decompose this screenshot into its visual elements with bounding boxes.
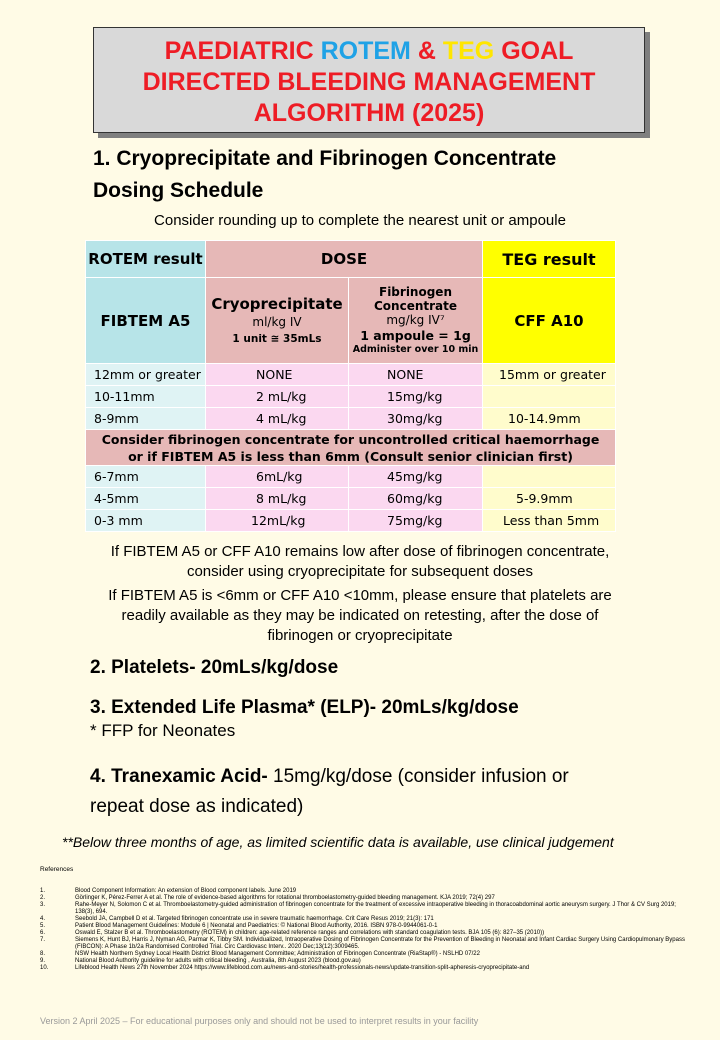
footer-disclaimer: Version 2 April 2025 – For educational purposes only and should not be used to interpret results in your facility — [40, 1016, 479, 1026]
row-cryo: 4 mL/kg — [206, 408, 349, 430]
row-cryo: 12mL/kg — [206, 510, 349, 532]
row-fib: 45mg/kg — [349, 466, 483, 488]
section1-heading-line1: 1. Cryoprecipitate and Fibrinogen Concentrate — [93, 147, 557, 170]
section4-tranexamic — [90, 762, 569, 822]
row-rotem: 12mm or greater — [86, 364, 206, 386]
row-cryo: NONE — [206, 364, 349, 386]
notice-cell — [86, 430, 616, 466]
section1-heading-line2: Dosing Schedule — [93, 179, 264, 202]
subheader-fibtem: FIBTEM A5 — [86, 278, 206, 364]
row-fib: 15mg/kg — [349, 386, 483, 408]
table-row — [86, 466, 616, 488]
row-cryo: 6mL/kg — [206, 466, 349, 488]
row-fib: 30mg/kg — [349, 408, 483, 430]
section4-dose: 15mg/kg/dose (consider infusion or — [267, 766, 569, 787]
notice-row — [86, 430, 616, 466]
dosing-table — [85, 240, 616, 532]
title-paediatric: PAEDIATRIC — [164, 37, 321, 65]
note-2-line-2: readily available as they may be indicated on retesting, after the dose of — [121, 607, 599, 624]
section3-plasma: 3. Extended Life Plasma* (ELP)- 20mLs/kg/dose — [90, 697, 519, 718]
title-line-3: ALGORITHM (2025) — [253, 99, 485, 127]
note-1-line-1: If FIBTEM A5 or CFF A10 remains low after dose of fibrinogen concentrate, — [110, 543, 610, 560]
table-header-row — [86, 241, 616, 278]
note-2 — [40, 586, 680, 646]
note-1-line-2: consider using cryoprecipitate for subsequent doses — [186, 563, 534, 580]
row-fib: 75mg/kg — [349, 510, 483, 532]
table-row — [86, 364, 616, 386]
section3-note: * FFP for Neonates — [90, 721, 236, 740]
header-dose: DOSE — [206, 241, 483, 278]
notice-line-2: or if FIBTEM A5 is less than 6mm (Consult senior clinician first) — [128, 448, 573, 464]
subheader-cff: CFF A10 — [483, 278, 616, 364]
age-note: **Below three months of age, as limited scientific data is available, use clinical judgement — [62, 834, 614, 850]
references-title: References — [40, 866, 74, 873]
row-rotem: 10-11mm — [86, 386, 206, 408]
row-rotem: 4-5mm — [86, 488, 206, 510]
title-box — [93, 27, 645, 133]
section4-heading: 4. Tranexamic Acid- — [90, 766, 268, 787]
row-teg: 15mm or greater — [483, 364, 616, 386]
table-row — [86, 488, 616, 510]
table-row — [86, 408, 616, 430]
title-rotem: ROTEM — [320, 37, 411, 65]
header-rotem: ROTEM result — [86, 241, 206, 278]
fib-title-2: Concentrate — [374, 299, 458, 313]
note-2-line-3: fibrinogen or cryoprecipitate — [267, 627, 453, 644]
note-2-line-1: If FIBTEM A5 is <6mm or CFF A10 <10mm, please ensure that platelets are — [108, 587, 612, 604]
header-teg: TEG result — [483, 241, 616, 278]
row-cryo: 8 mL/kg — [206, 488, 349, 510]
note-1 — [40, 542, 680, 582]
table-row — [86, 386, 616, 408]
title-line-2: DIRECTED BLEEDING MANAGEMENT — [142, 68, 596, 96]
cryo-unit: ml/kg IV — [252, 314, 302, 329]
row-rotem: 6-7mm — [86, 466, 206, 488]
row-fib: 60mg/kg — [349, 488, 483, 510]
title-teg: TEG — [442, 37, 495, 65]
fib-unit: mg/kg IV⁷ — [386, 313, 445, 327]
row-teg: 10-14.9mm — [483, 408, 616, 430]
subheader-fibrinogen — [349, 278, 483, 364]
cryo-note: 1 unit ≅ 35mLs — [232, 332, 322, 345]
row-cryo: 2 mL/kg — [206, 386, 349, 408]
row-rotem: 0-3 mm — [86, 510, 206, 532]
row-fib: NONE — [349, 364, 483, 386]
fib-ampoule: 1 ampoule = 1g — [360, 328, 471, 343]
notice-line-1: Consider fibrinogen concentrate for uncontrolled critical haemorrhage — [101, 431, 600, 447]
table-row — [86, 510, 616, 532]
row-teg: 5-9.9mm — [483, 488, 616, 510]
row-teg — [483, 386, 616, 408]
section4-line2: repeat dose as indicated) — [90, 796, 304, 817]
section2-platelets: 2. Platelets- 20mLs/kg/dose — [90, 657, 339, 678]
section1-subtitle: Consider rounding up to complete the nearest unit or ampoule — [154, 212, 566, 229]
subheader-cryo — [206, 278, 349, 364]
title-line-1 — [94, 36, 644, 67]
row-teg — [483, 466, 616, 488]
fib-admin: Administer over 10 min — [352, 344, 479, 355]
fib-title-1: Fibrinogen — [379, 285, 452, 299]
title-amp: & — [410, 37, 443, 65]
cryo-title: Cryoprecipitate — [211, 294, 343, 313]
row-teg: Less than 5mm — [483, 510, 616, 532]
table-subheader-row — [86, 278, 616, 364]
title-goal: GOAL — [494, 37, 574, 65]
row-rotem: 8-9mm — [86, 408, 206, 430]
